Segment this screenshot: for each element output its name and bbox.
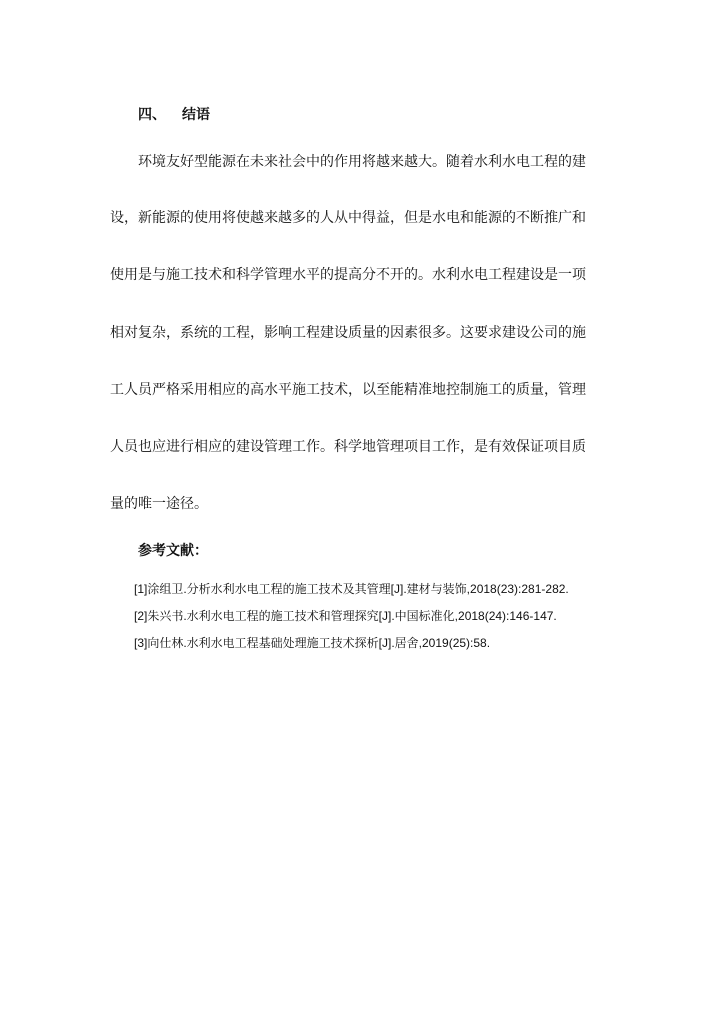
paragraph-line-4: 相对复杂，系统的工程，影响工程建设质量的因素很多。这要求建设公司的施 — [110, 325, 586, 341]
reference-item-3: [3]向仕林.水利水电工程基础处理施工技术探析[J].居舍,2019(25):58. — [134, 636, 491, 650]
paragraph-line-1: 环境友好型能源在未来社会中的作用将越来越大。随着水利水电工程的建 — [138, 154, 586, 170]
references-heading: 参考文献： — [138, 543, 208, 559]
paragraph-line-2: 设，新能源的使用将使越来越多的人从中得益，但是水电和能源的不断推广和 — [110, 210, 586, 226]
reference-item-1: [1]涂组卫.分析水利水电工程的施工技术及其管理[J].建材与装饰,2018(23):281-282. — [134, 582, 569, 596]
paragraph-line-7: 量的唯一途径。 — [110, 496, 208, 512]
section-title: 结语 — [182, 107, 210, 123]
paragraph-line-3: 使用是与施工技术和科学管理水平的提高分不开的。水利水电工程建设是一项 — [110, 267, 586, 283]
paragraph-line-5: 工人员严格采用相应的高水平施工技术，以至能精准地控制施工的质量，管理 — [110, 382, 586, 398]
paragraph-line-6: 人员也应进行相应的建设管理工作。科学地管理项目工作，是有效保证项目质 — [110, 439, 586, 455]
reference-item-2: [2]朱兴书.水利水电工程的施工技术和管理探究[J].中国标准化,2018(24):146-147. — [134, 609, 557, 623]
section-heading — [138, 104, 210, 126]
section-number: 四、 — [138, 107, 166, 123]
